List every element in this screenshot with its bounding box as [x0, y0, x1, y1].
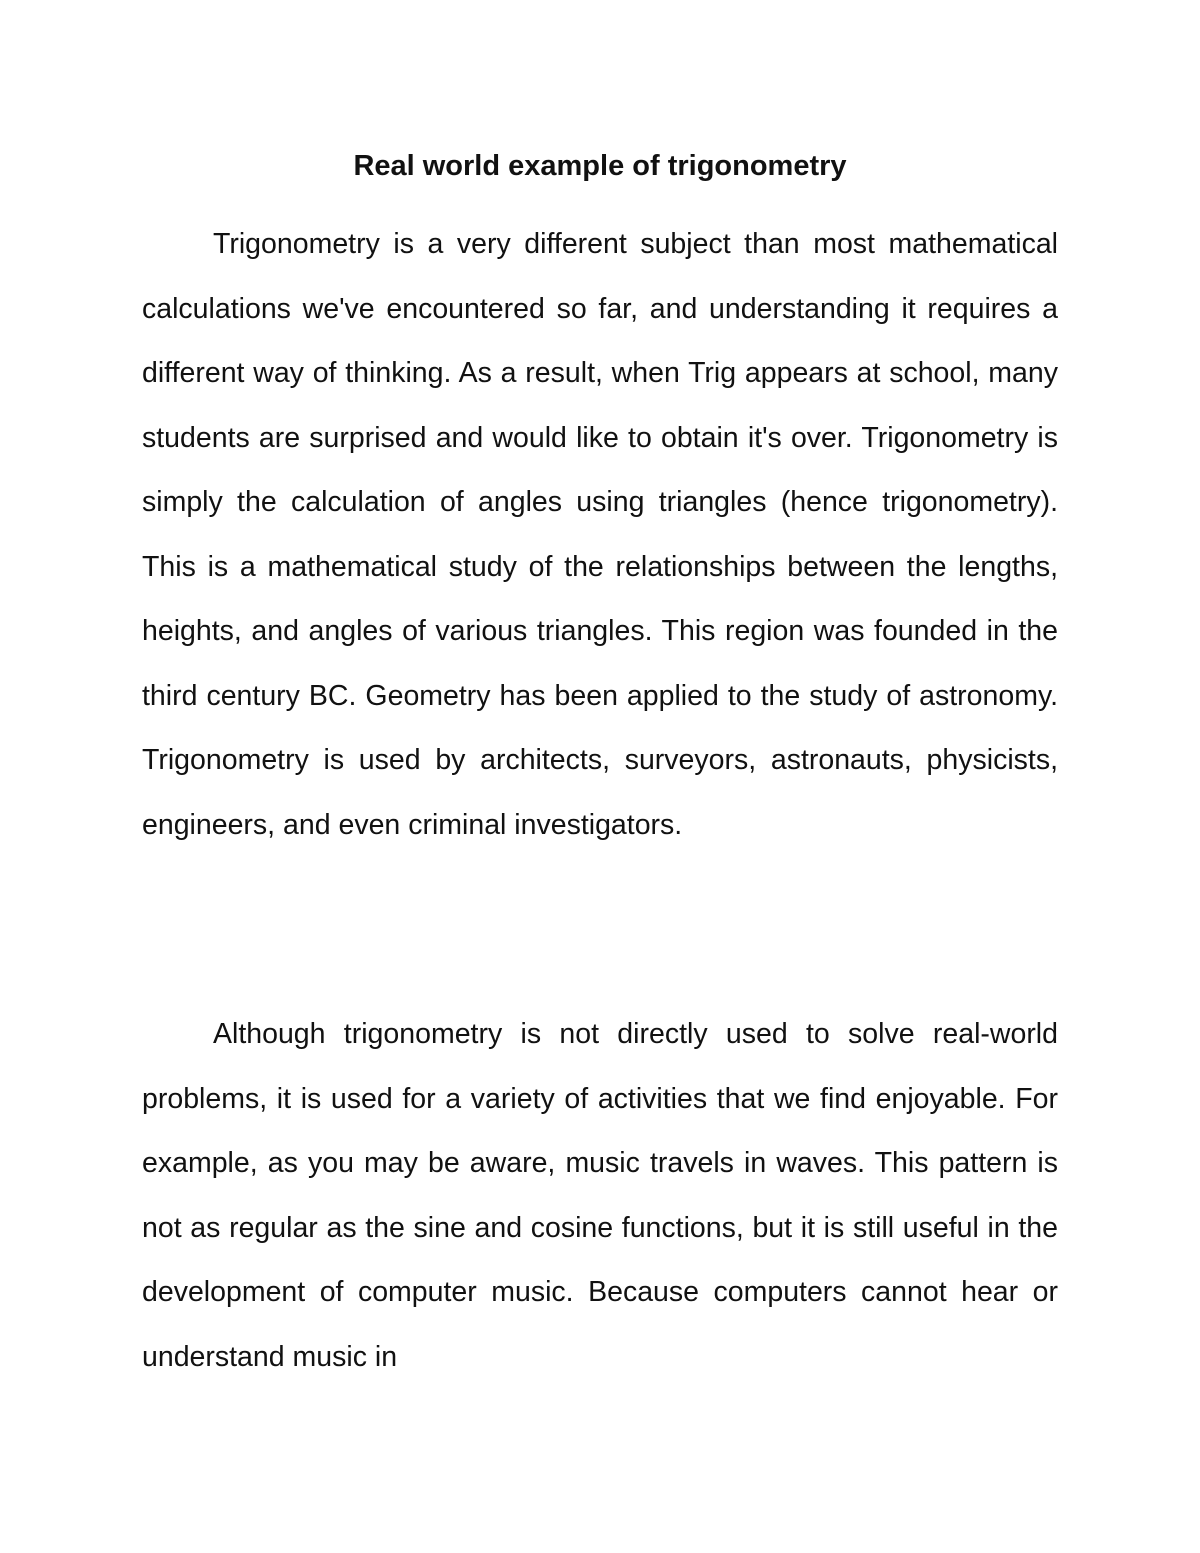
document-title: Real world example of trigonometry — [353, 150, 847, 182]
body-paragraph-1 — [142, 212, 1058, 857]
paragraph-text: Although trigonometry is not directly used to solve real-world problems, it is used for a variety of activities that we find enjoyable. For example, as you may be aware, music travels in waves. This pattern is not as regular as the sine and cosine functions, but it is still useful in the development of computer music. Because computers cannot hear or understand music in — [142, 1018, 1058, 1373]
paragraph-text: Trigonometry is a very different subject than most mathematical calculations we've encountered so far, and understanding it requires a different way of thinking. As a result, when Trig appears at school, many students are surprised and would like to obtain it's over. Trigonometry is simply the calculation of angles using triangles (hence trigonometry). This is a mathematical study of the relationships between the lengths, heights, and angles of various triangles. This region was founded in the third century BC. Geometry has been applied to the study of astronomy. Trigonometry is used by architects, surveyors, astronauts, physicists, engineers, and even criminal investigators. — [142, 228, 1058, 841]
body-paragraph-2 — [142, 1002, 1058, 1389]
